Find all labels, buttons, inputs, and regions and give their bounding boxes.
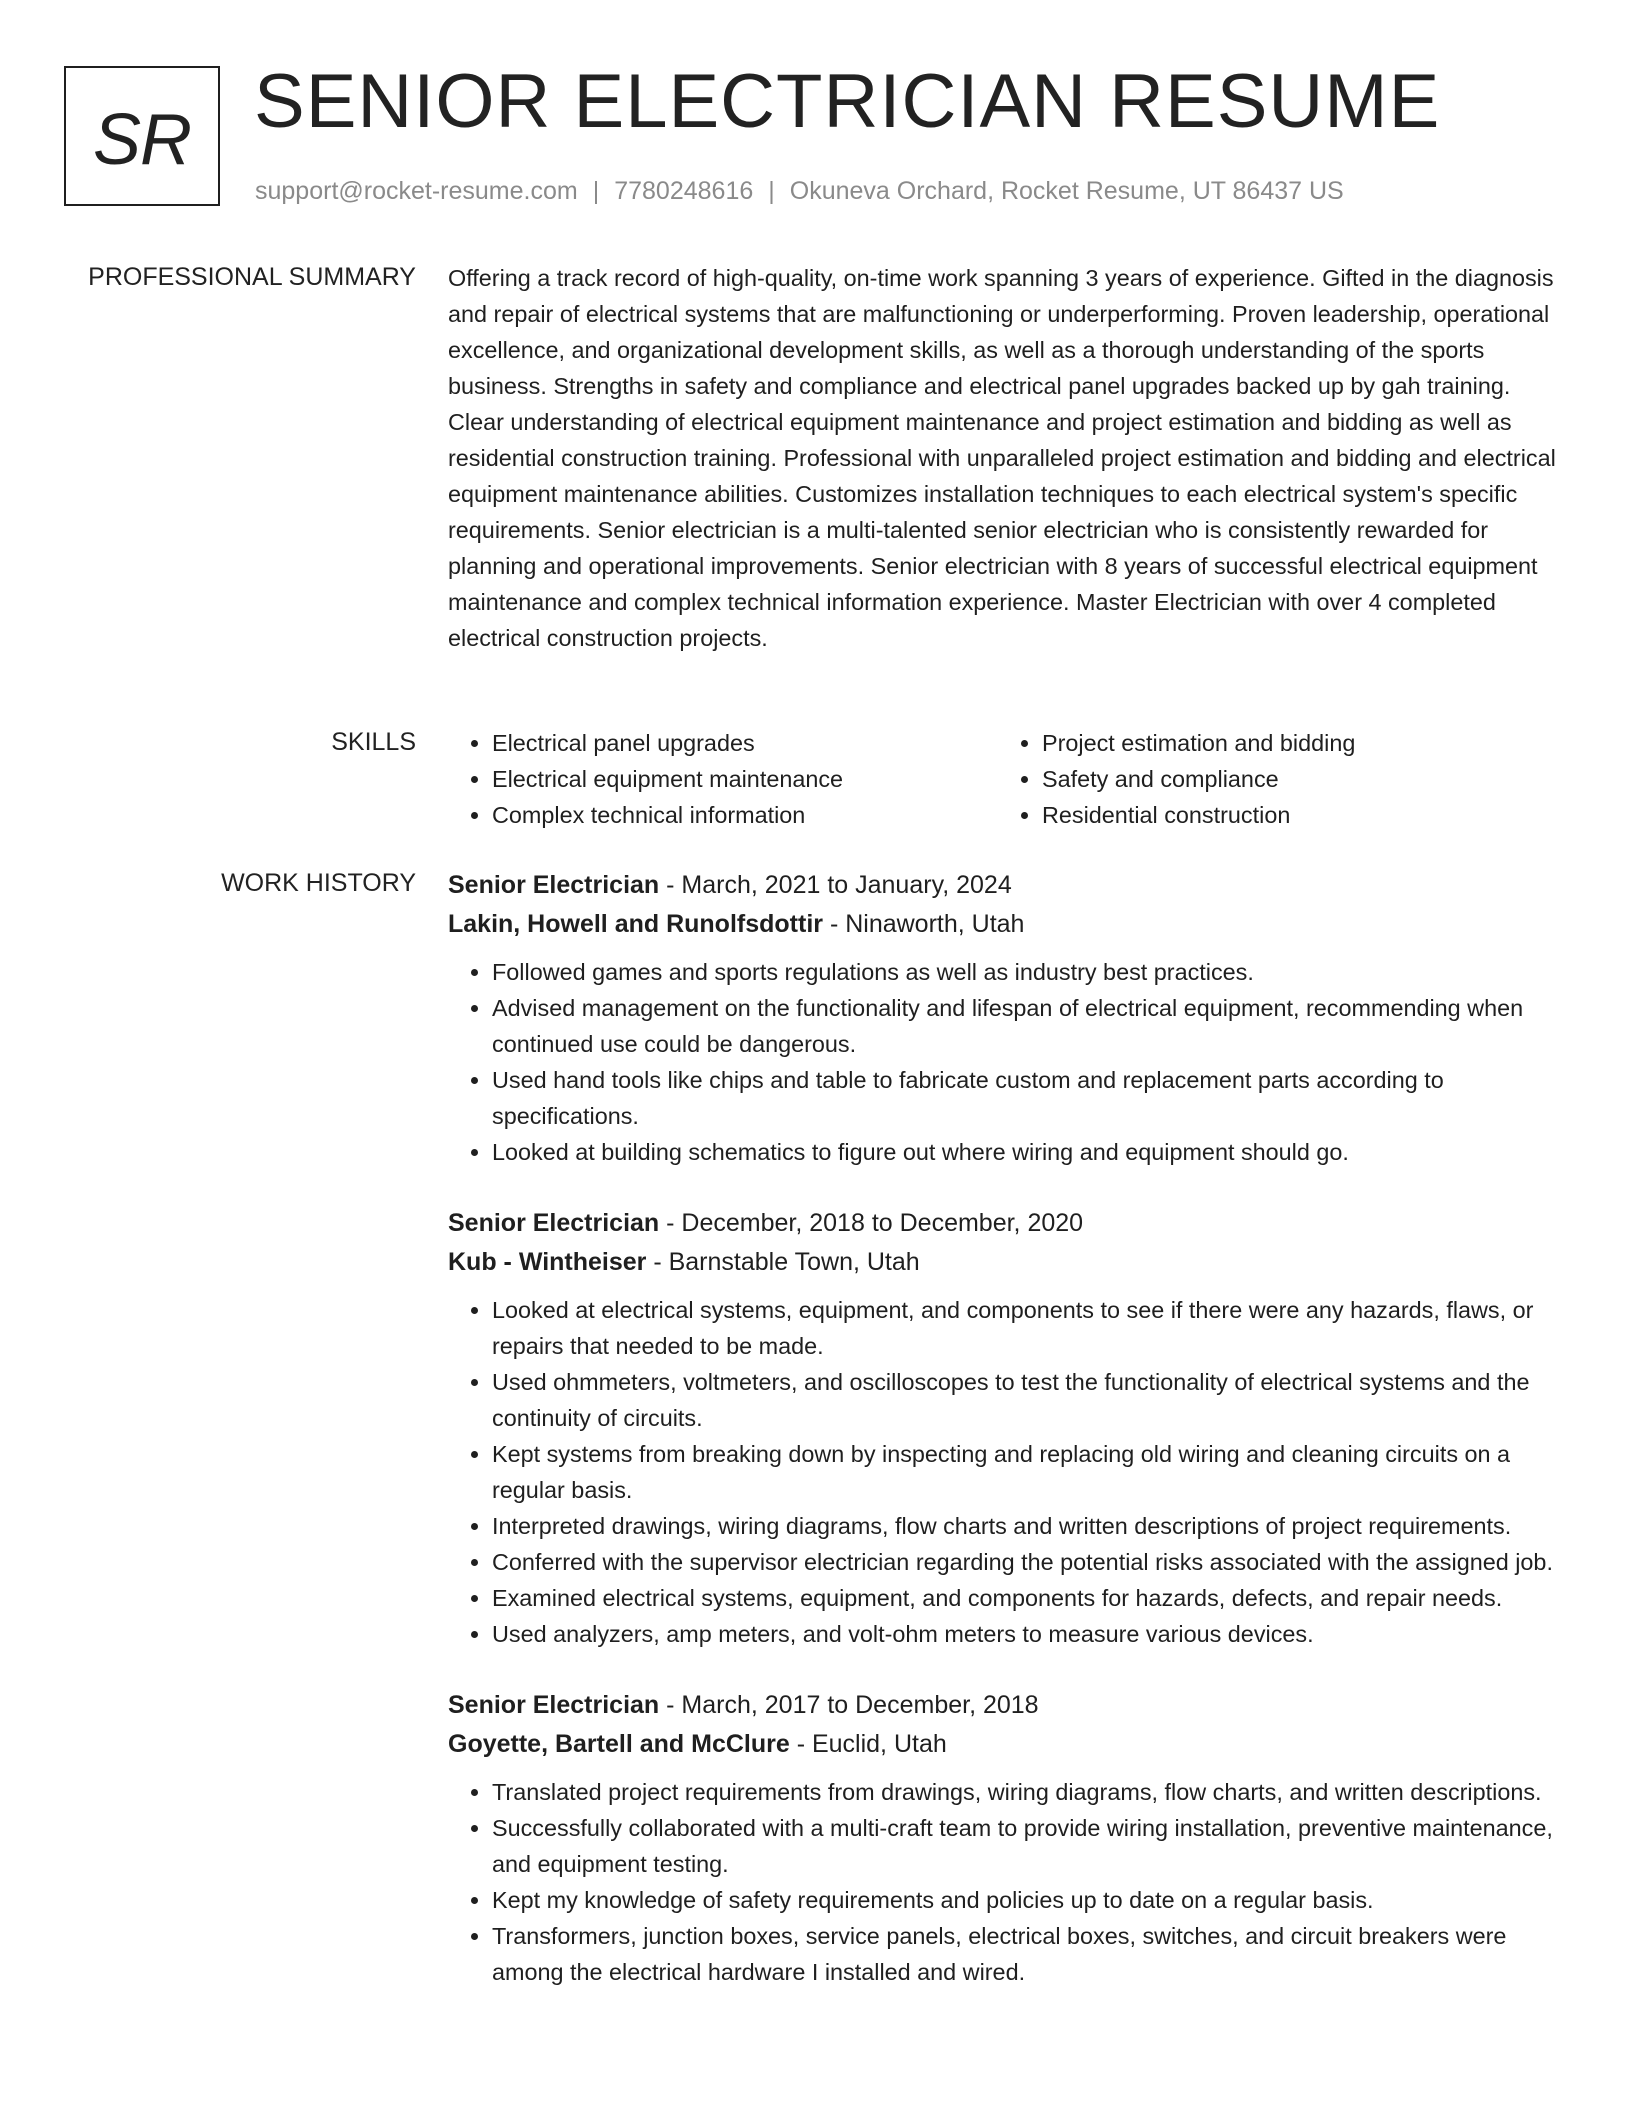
job-company: Lakin, Howell and Runolfsdottir [448,910,823,938]
summary-heading: PROFESSIONAL SUMMARY [88,263,416,291]
job-dates: - March, 2017 to December, 2018 [659,1691,1039,1719]
job-bullet: • Translated project requirements from drawings, wiring diagrams, flow charts, and written descriptions. [492,1774,1572,1810]
job-entry [448,866,1572,1170]
contact-line [255,174,1344,208]
monogram-logo [64,66,220,206]
contact-email[interactable]: support@rocket-resume.com [255,177,578,205]
contact-address: Okuneva Orchard, Rocket Resume, UT 86437 US [789,177,1344,205]
job-company: Kub - Wintheiser [448,1248,647,1276]
job-title-line [448,866,1572,905]
contact-separator: | [768,177,775,205]
skills-heading: SKILLS [331,728,416,756]
skills-grid [448,725,1572,833]
skill-item: • Safety and compliance [1042,761,1548,797]
job-title: Senior Electrician [448,871,660,899]
skills-list-left [448,725,998,833]
job-bullet: • Transformers, junction boxes, service panels, electrical boxes, switches, and circuit breakers were among the electrical hardware I installed and wired. [492,1918,1572,1990]
job-bullet: • Looked at building schematics to figure out where wiring and equipment should go. [492,1134,1572,1170]
contact-separator: | [592,177,600,205]
skill-item: • Project estimation and bidding [1042,725,1548,761]
skills-body [448,725,1572,833]
job-company-line [448,1725,1572,1764]
contact-phone[interactable]: 7780248616 [614,177,754,205]
job-bullet: • Advised management on the functionality and lifespan of electrical equipment, recommending when continued use could be dangerous. [492,990,1572,1062]
job-bullet: • Used hand tools like chips and table to fabricate custom and replacement parts according to specifications. [492,1062,1572,1134]
resume-title: SENIOR ELECTRICIAN RESUME [254,59,1441,144]
job-company: Goyette, Bartell and McClure [448,1730,790,1758]
job-dates: - March, 2021 to January, 2024 [659,871,1012,899]
job-entry [448,1204,1572,1652]
job-location: - Euclid, Utah [789,1730,947,1758]
job-location: - Barnstable Town, Utah [646,1248,920,1276]
job-bullet: • Examined electrical systems, equipment, and components for hazards, defects, and repair needs. [492,1580,1572,1616]
job-bullet: • Kept my knowledge of safety requirements and policies up to date on a regular basis. [492,1882,1572,1918]
job-bullets [448,954,1572,1170]
job-bullet: • Successfully collaborated with a multi-craft team to provide wiring installation, preventive maintenance, and equipment testing. [492,1810,1572,1882]
work-history-heading: WORK HISTORY [221,869,416,897]
job-dates: - December, 2018 to December, 2020 [659,1209,1084,1237]
work-history-body [448,866,1572,2024]
job-company-line [448,905,1572,944]
summary-body [448,260,1572,656]
job-bullet: • Used ohmmeters, voltmeters, and oscilloscopes to test the functionality of electrical systems and the continuity of circuits. [492,1364,1572,1436]
job-bullet: • Interpreted drawings, wiring diagrams, flow charts and written descriptions of project requirements. [492,1508,1572,1544]
job-bullet: • Conferred with the supervisor electrician regarding the potential risks associated with the assigned job. [492,1544,1572,1580]
skills-list-right [998,725,1548,833]
skill-item: • Electrical equipment maintenance [492,761,998,797]
skill-item: • Complex technical information [492,797,998,833]
job-company-line [448,1243,1572,1282]
job-bullets [448,1292,1572,1652]
job-title-line [448,1204,1572,1243]
job-bullets [448,1774,1572,1990]
job-title: Senior Electrician [448,1691,660,1719]
job-title-line [448,1686,1572,1725]
job-title: Senior Electrician [448,1209,660,1237]
job-entry [448,1686,1572,1990]
job-location: - Ninaworth, Utah [823,910,1025,938]
monogram-text: SR [92,100,192,180]
job-bullet: • Looked at electrical systems, equipment, and components to see if there were any hazards, flaws, or repairs that needed to be made. [492,1292,1572,1364]
skill-item: • Residential construction [1042,797,1548,833]
skill-item: • Electrical panel upgrades [492,725,998,761]
job-bullet: • Followed games and sports regulations as well as industry best practices. [492,954,1572,990]
job-bullet: • Kept systems from breaking down by inspecting and replacing old wiring and cleaning circuits on a regular basis. [492,1436,1572,1508]
summary-text: Offering a track record of high-quality, on-time work spanning 3 years of experience. Gifted in the diagnosis and repair of electrical systems that are malfunctioning or underperforming. Proven leadership, operational excellence, and organizational development skills, as well as a thorough understanding of the sports business. Strengths in safety and compliance and electrical panel upgrades backed up by gah training. Clear understanding of electrical equipment maintenance and project estimation and bidding as well as residential construction training. Professional with unparalleled project estimation and bidding and electrical equipment maintenance abilities. Customizes installation techniques to each electrical system's specific requirements. Senior electrician is a multi-talented senior electrician who is consistently rewarded for planning and operational improvements. Senior electrician with 8 years of successful electrical equipment maintenance and complex technical information experience. Master Electrician with over 4 completed electrical construction projects. [448,265,1556,651]
job-bullet: • Used analyzers, amp meters, and volt-ohm meters to measure various devices. [492,1616,1572,1652]
